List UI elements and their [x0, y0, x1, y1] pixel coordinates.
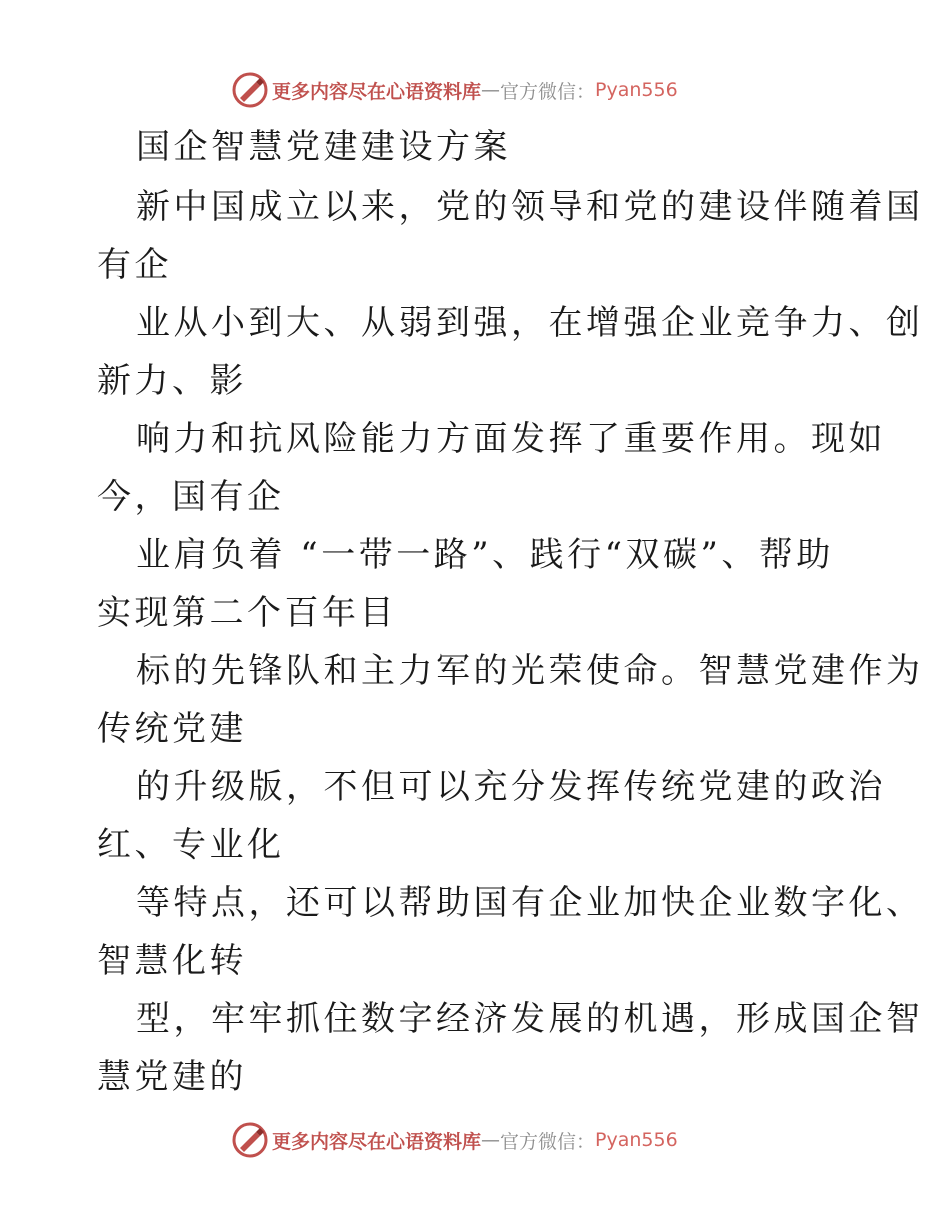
- watermark-wechat-id: Pyan556: [595, 1129, 678, 1151]
- watermark-dash: —: [481, 1129, 501, 1151]
- pen-logo-icon: [232, 72, 268, 108]
- text-line: 红、专业化: [97, 825, 285, 865]
- watermark-wechat-label: 官方微信：: [500, 80, 596, 103]
- watermark-site-text: 更多内容尽在心语资料库: [272, 80, 482, 103]
- text-line: 型，牢牢抓住数字经济发展的机遇，形成国企智: [136, 999, 924, 1039]
- text-line: 有企: [97, 245, 172, 285]
- text-line: 传统党建: [97, 709, 247, 749]
- pen-logo-icon: [232, 1122, 268, 1158]
- watermark-site-text: 更多内容尽在心语资料库: [272, 1130, 482, 1153]
- text-line: 的升级版，不但可以充分发挥传统党建的政治: [136, 767, 886, 807]
- text-line: 新力、影: [97, 361, 247, 401]
- text-line: 实现第二个百年目: [97, 593, 397, 633]
- text-line: 新中国成立以来，党的领导和党的建设伴随着国: [136, 187, 924, 227]
- text-line: 业从小到大、从弱到强，在增强企业竞争力、创: [136, 303, 924, 343]
- footer-watermark: [232, 1120, 678, 1160]
- watermark-dash: —: [481, 79, 501, 101]
- text-line: 智慧化转: [97, 941, 247, 981]
- watermark-wechat-label: 官方微信：: [500, 1130, 596, 1153]
- text-line: 等特点，还可以帮助国有企业加快企业数字化、: [136, 883, 924, 923]
- text-line: 响力和抗风险能力方面发挥了重要作用。现如: [136, 419, 886, 459]
- text-line: 业肩负着 “一带一路”、践行“双碳”、帮助: [136, 535, 834, 575]
- watermark-wechat-id: Pyan556: [595, 79, 678, 101]
- text-line: 慧党建的: [97, 1057, 247, 1097]
- text-line: 今，国有企: [97, 477, 285, 517]
- document-title: 国企智慧党建建设方案: [136, 127, 511, 167]
- header-watermark: [232, 70, 678, 110]
- text-line: 标的先锋队和主力军的光荣使命。智慧党建作为: [136, 651, 924, 691]
